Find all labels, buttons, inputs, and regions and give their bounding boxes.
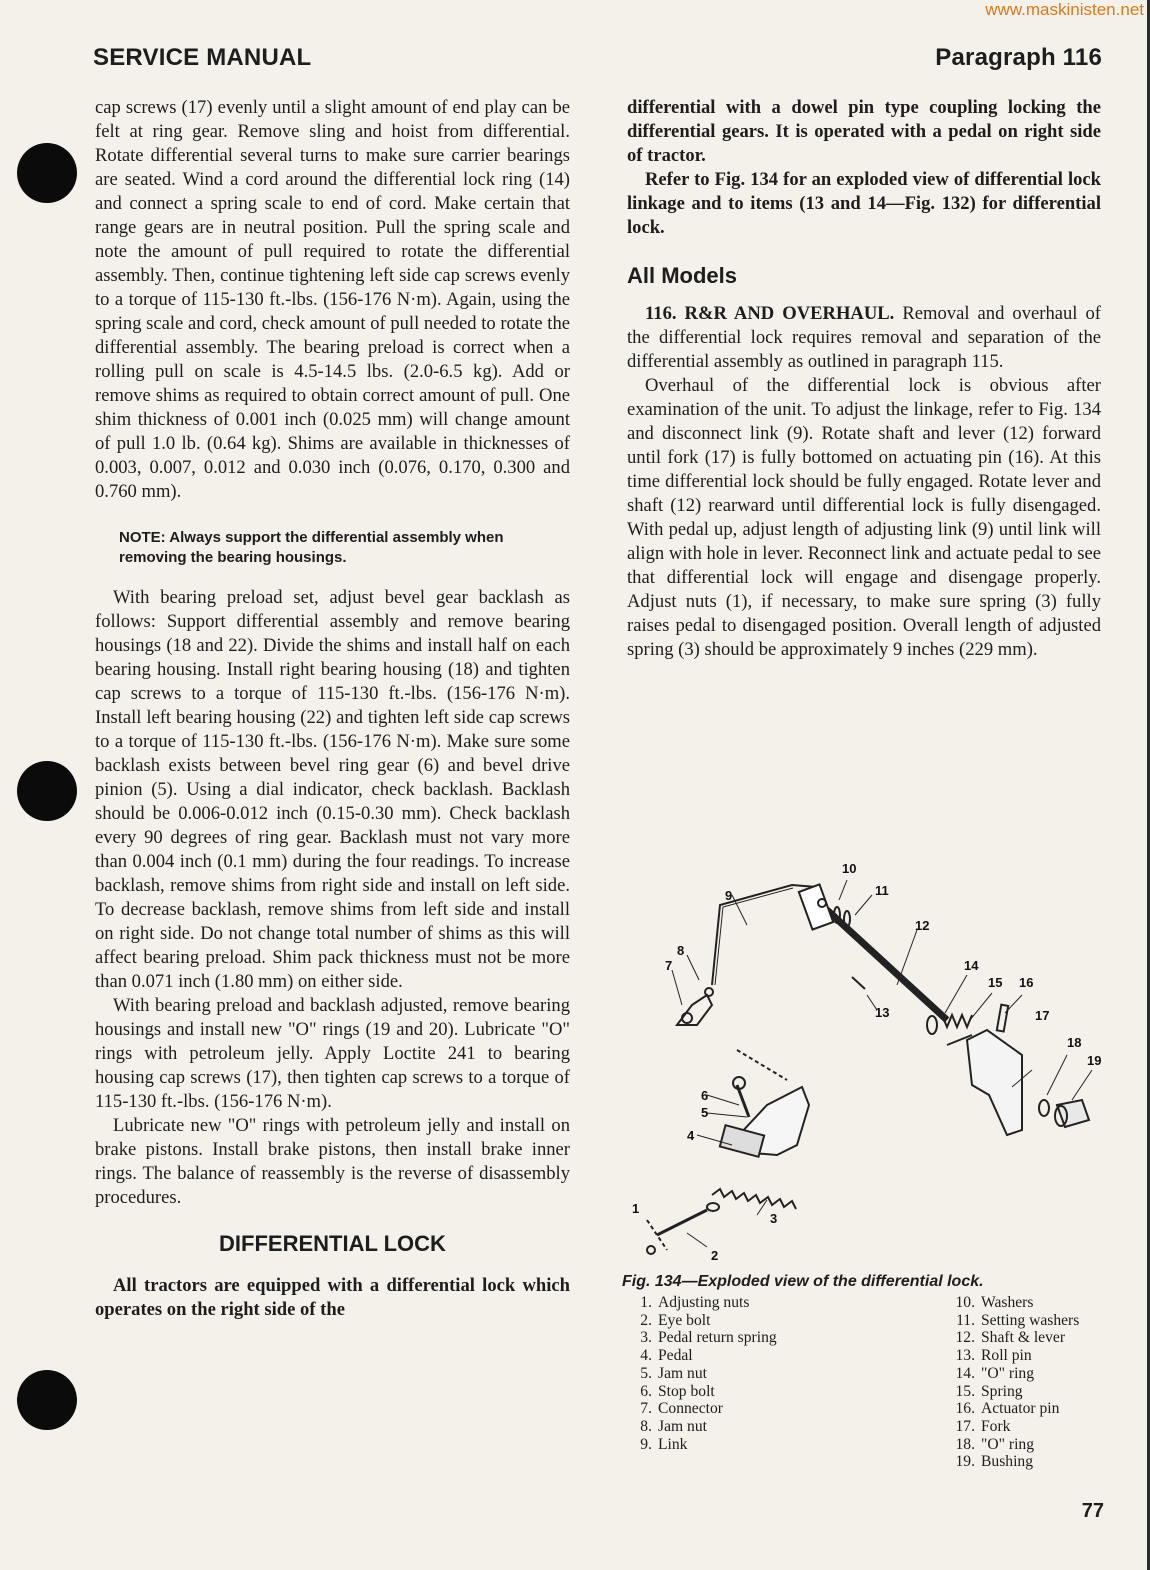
header-title: SERVICE MANUAL <box>93 44 312 71</box>
legend-item <box>953 1294 1123 1312</box>
right-column <box>627 96 1101 662</box>
legend-number: 19. <box>955 1453 975 1471</box>
legend-item <box>630 1365 930 1383</box>
watermark: www.maskinisten.net <box>985 0 1144 19</box>
note: NOTE: Always support the differential assembly when removing the bearing housings. <box>119 529 504 566</box>
callout-17: 17 <box>1035 1008 1050 1023</box>
legend-item <box>630 1312 930 1330</box>
callout-11: 11 <box>875 883 889 898</box>
actuator-pin <box>997 1005 1008 1032</box>
callout-4: 4 <box>687 1128 695 1143</box>
callout-9: 9 <box>725 888 733 903</box>
fork <box>967 1030 1022 1135</box>
legend-item <box>953 1365 1123 1383</box>
legend-text: Shaft & lever <box>981 1329 1066 1347</box>
callout-7: 7 <box>665 958 673 973</box>
body-paragraph: With bearing preload and backlash adjusted, remove bearing housings and install new "O" rings (19 and 20). Lubricate "O" rings with petroleum jelly. Apply Loctite 241 to bearing housing cap screws (17), then tighten cap screws to a torque of 115-130 ft.-lbs. (156-176 N·m). <box>95 995 570 1112</box>
body-paragraph: Overhaul of the differential lock is obvious after examination of the unit. To adjust the linkage, refer to Fig. 134 and disconnect link (9). Rotate shaft and lever (12) forward until fork (17) is fully bottomed on actuating pin (16). At this time differential lock should be fully engaged. Rotate lever and shaft (12) rearward until differential lock is fully disengaged. With pedal up, adjust length of adjusting link (9) until link will align with hole in lever. Reconnect link and actuate pedal to see that differential lock will engage and disengage properly. Adjust nuts (1), if necessary, to make sure spring (3) fully raises pedal to disengaged position. Overall length of adjusted spring (3) should be approximately 9 inches (229 mm). <box>627 375 1101 660</box>
legend-text: Setting washers <box>981 1311 1080 1329</box>
callout-16: 16 <box>1019 975 1034 990</box>
eye-bolt <box>657 1210 707 1235</box>
legend-item <box>953 1436 1123 1454</box>
legend-item <box>953 1453 1123 1471</box>
callout-19: 19 <box>1087 1053 1101 1068</box>
legend-item <box>953 1329 1123 1347</box>
eye-bolt-eye <box>707 1203 719 1211</box>
callout-12: 12 <box>915 918 930 933</box>
body-paragraph <box>627 302 1101 374</box>
legend-item <box>630 1383 930 1401</box>
legend-item <box>953 1347 1123 1365</box>
subheading: All Models <box>627 263 738 288</box>
legend-number: 1. <box>640 1294 652 1311</box>
legend-item <box>630 1294 930 1312</box>
binder-hole-bottom <box>17 1370 77 1430</box>
page-number: 77 <box>1081 1500 1104 1522</box>
exploded-view-figure <box>627 855 1101 1270</box>
legend-right <box>953 1294 1123 1471</box>
callout-13: 13 <box>875 1005 890 1020</box>
jam-nut-8 <box>705 988 713 996</box>
o-ring <box>927 1016 937 1034</box>
legend-item <box>953 1312 1123 1330</box>
callout-5: 5 <box>701 1105 709 1120</box>
legend-left <box>630 1294 930 1453</box>
figure-caption: Fig. 134—Exploded view of the differential lock. <box>622 1273 984 1290</box>
body-paragraph: cap screws (17) evenly until a slight amount of end play can be felt at ring gear. Remove sling and hoist from differential. Rotate differential several turns to make sure carrier bearings are seated. Wind a cord around the differential lock ring (14) and connect a spring scale to end of cord. Make certain that range gears are in neutral position. Pull the spring scale and note the amount of pull required to rotate the differential assembly. Then, continue tightening left side cap screws evenly to a torque of 115-130 ft.-lbs. (156-176 N·m). Again, using the spring scale and cord, check amount of pull needed to rotate the differential assembly. The bearing preload is correct when a rolling pull on scale is 4.5-14.5 lbs. (2.0-6.5 kg). Add or remove shims as required to obtain correct amount of pull. One shim thickness of 0.001 inch (0.025 mm) will change amount of pull 1.0 lb. (0.64 kg). Shims are available in thicknesses of 0.003, 0.007, 0.012 and 0.030 inch (0.076, 0.170, 0.300 and 0.760 mm). <box>95 97 571 502</box>
callout-14: 14 <box>964 958 979 973</box>
binder-hole-middle <box>17 761 77 821</box>
legend-item <box>630 1418 930 1436</box>
legend-text: Roll pin <box>981 1347 1032 1365</box>
body-paragraph: Refer to Fig. 134 for an exploded view of differential lock linkage and to items (13 and 14—Fig. 132) for differential lock. <box>627 169 1101 238</box>
legend-text: "O" ring <box>981 1364 1035 1382</box>
legend-number: 9. <box>640 1435 652 1453</box>
legend-number: 6. <box>640 1382 652 1400</box>
legend-text: Bushing <box>981 1453 1033 1471</box>
binder-hole-top <box>17 143 77 203</box>
callout-1: 1 <box>632 1201 640 1216</box>
legend-item <box>630 1329 930 1347</box>
callout-15: 15 <box>988 975 1003 990</box>
callout-2: 2 <box>711 1248 719 1263</box>
legend-item <box>953 1418 1123 1436</box>
body-paragraph: With bearing preload set, adjust bevel gear backlash as follows: Support differential assembly and remove bearing housings (18 and 22). Divide the shims and install half on each bearing housing. Install right bearing housing (18) and tighten cap screws to a torque of 115-130 ft.-lbs. (156-176 N·m). Install left bearing housing (22) and tighten left side cap screws to a torque of 115-130 ft.-lbs. (156-176 N·m). Make sure some backlash exists between bevel ring gear (6) and bevel drive pinion (5). Using a dial indicator, check backlash. Backlash should be 0.006-0.012 inch (0.15-0.30 mm). Check backlash every 90 degrees of ring gear. Backlash must not vary more than 0.004 inch (0.1 mm) during the four readings. To increase backlash, remove shims from right side and install on left side. To decrease backlash, remove shims from left side and install on right side. Do not change total number of shims as this will affect bearing preload. Shim pack thickness must not be more than 0.071 inch (1.80 mm) on either side. <box>95 587 570 992</box>
legend-item <box>953 1383 1123 1401</box>
legend-item <box>953 1400 1123 1418</box>
legend-text: Pedal return spring <box>658 1329 777 1347</box>
legend-text: "O" ring <box>981 1435 1035 1453</box>
legend-number: 7. <box>640 1400 652 1418</box>
legend-number: 13. <box>955 1347 975 1365</box>
legend-number: 2. <box>640 1311 652 1329</box>
legend-text: Eye bolt <box>658 1311 711 1329</box>
legend-number: 14. <box>955 1364 975 1382</box>
lever-plate <box>799 884 833 929</box>
o-ring-18 <box>1039 1100 1049 1116</box>
callout-18: 18 <box>1067 1035 1082 1050</box>
legend-text: Adjusting nuts <box>658 1294 750 1311</box>
legend-item <box>630 1400 930 1418</box>
legend-number: 18. <box>955 1435 975 1453</box>
legend-number: 3. <box>640 1329 652 1347</box>
legend-text: Spring <box>981 1382 1023 1400</box>
exploded-view-drawing <box>627 855 1101 1270</box>
legend-text: Washers <box>981 1294 1034 1311</box>
legend-text: Fork <box>981 1417 1011 1435</box>
body-paragraph: All tractors are equipped with a differential lock which operates on the right side of the <box>95 1275 570 1320</box>
callout-6: 6 <box>701 1088 709 1103</box>
return-spring <box>712 1189 796 1209</box>
paragraph-text: Removal and overhaul of the differential lock requires removal and separation of the differential assembly as outlined in paragraph 115. <box>627 303 1101 372</box>
legend-text: Jam nut <box>658 1417 707 1435</box>
legend-number: 8. <box>640 1417 652 1435</box>
callout-8: 8 <box>677 943 685 958</box>
guide-line <box>737 1050 787 1080</box>
left-column <box>95 96 570 1322</box>
callout-3: 3 <box>770 1211 778 1226</box>
legend-item <box>630 1436 930 1454</box>
header-paragraph: Paragraph 116 <box>935 44 1102 71</box>
section-heading: DIFFERENTIAL LOCK <box>219 1231 446 1256</box>
legend-text: Connector <box>658 1400 723 1418</box>
legend-text: Pedal <box>658 1347 693 1365</box>
legend-number: 5. <box>640 1364 652 1382</box>
legend-text: Link <box>658 1435 688 1453</box>
paragraph-lead: 116. R&R AND OVERHAUL. <box>645 303 895 324</box>
legend-number: 10. <box>955 1294 975 1311</box>
body-paragraph: differential with a dowel pin type coupling locking the differential gears. It is operated with a pedal on right side of tractor. <box>627 97 1101 166</box>
legend-text: Jam nut <box>658 1364 707 1382</box>
legend-number: 4. <box>640 1347 652 1365</box>
callout-10: 10 <box>842 861 857 876</box>
legend-number: 16. <box>955 1400 975 1418</box>
roll-pin <box>852 977 865 989</box>
legend-text: Stop bolt <box>658 1382 715 1400</box>
legend-number: 15. <box>955 1382 975 1400</box>
legend-number: 12. <box>955 1329 975 1347</box>
body-paragraph: Lubricate new "O" rings with petroleum jelly and install on brake pistons. Install brake pistons, then install brake inner rings. The balance of reassembly is the reverse of disassembly procedures. <box>95 1115 570 1208</box>
legend-number: 17. <box>955 1417 975 1435</box>
bushing <box>1057 1100 1089 1127</box>
legend-text: Actuator pin <box>981 1400 1060 1418</box>
legend-item <box>630 1347 930 1365</box>
legend-number: 11. <box>956 1311 975 1329</box>
adjusting-nut <box>647 1246 655 1254</box>
